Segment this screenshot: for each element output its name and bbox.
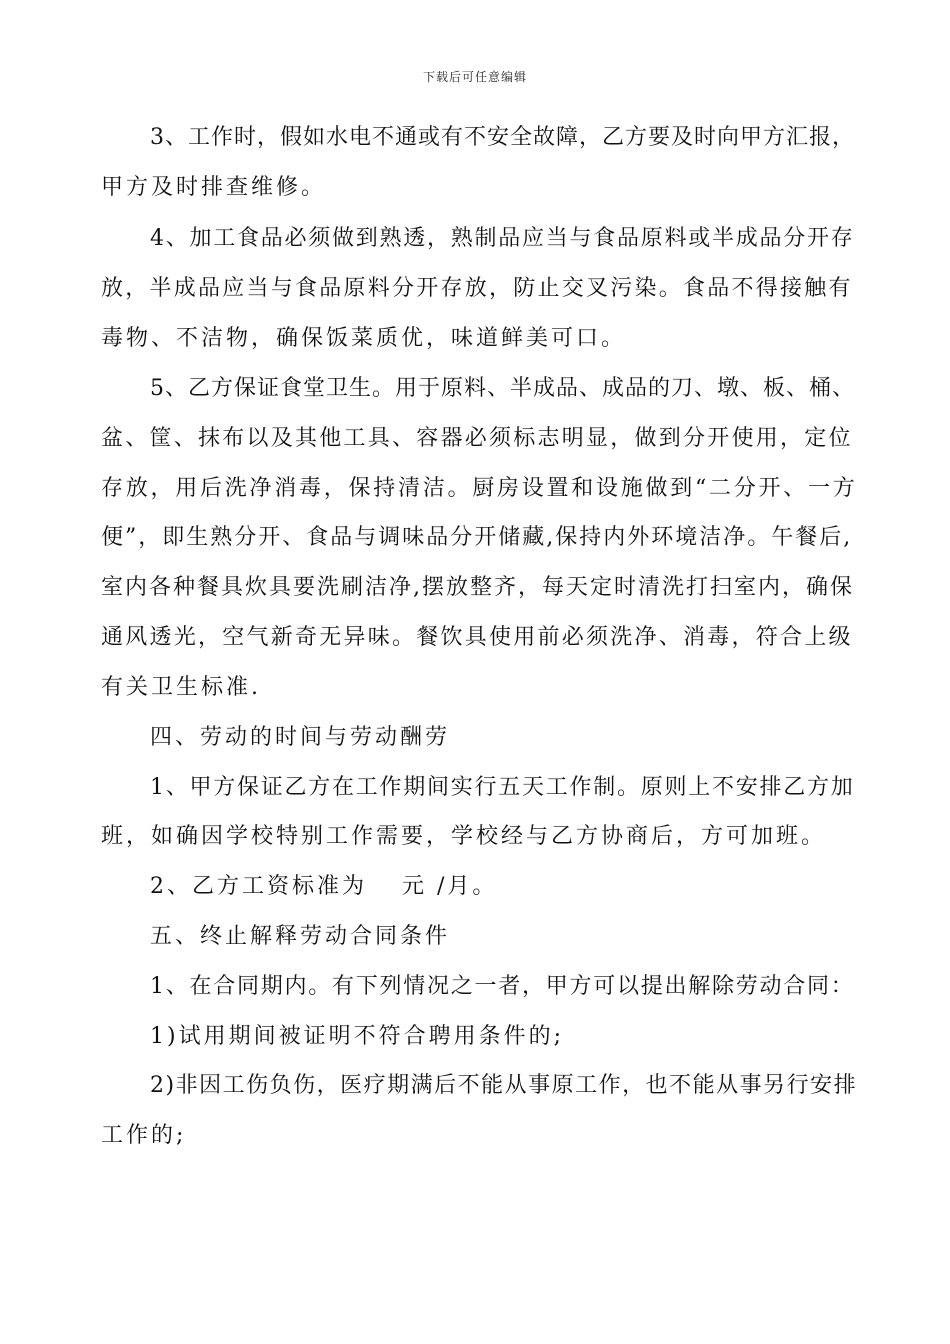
paragraph-line: 2、乙方工资标准为 元 /月。	[150, 874, 498, 899]
paragraph-line: 盆、筐、抹布以及其他工具、容器必须标志明显，做到分开使用，定位	[101, 426, 853, 451]
paragraph-line: 通风透光，空气新奇无异味。餐饮具使用前必须洗净、消毒，符合上级	[101, 625, 853, 650]
paragraph-line: 1、甲方保证乙方在工作期间实行五天工作制。原则上不安排乙方加	[150, 775, 855, 800]
section-heading: 五、终止解释劳动合同条件	[150, 924, 451, 949]
section-heading: 四、劳动的时间与劳动酬劳	[150, 725, 451, 750]
paragraph-line: 3、工作时，假如水电不通或有不安全故障，乙方要及时向甲方汇报，	[150, 125, 855, 150]
paragraph-line: 班，如确因学校特别工作需要，学校经与乙方协商后，方可加班。	[101, 824, 827, 849]
paragraph-line: 工作的;	[101, 1123, 187, 1148]
paragraph-line: 1、在合同期内。有下列情况之一者，甲方可以提出解除劳动合同：	[150, 974, 855, 999]
page-header: 下载后可任意编辑	[422, 70, 527, 84]
paragraph-line: 存放，用后洗净消毒，保持清洁。厨房设置和设施做到“二分开、一方	[101, 476, 858, 501]
paragraph-line: 室内各种餐具炊具要洗刷洁净,摆放整齐，每天定时清洗打扫室内，确保	[101, 575, 854, 600]
paragraph-line: 放，半成品应当与食品原料分开存放，防止交叉污染。食品不得接触有	[101, 276, 853, 301]
paragraph-line: 2)非因工伤负伤，医疗期满后不能从事原工作，也不能从事另行安排	[150, 1073, 858, 1098]
paragraph-line: 5、乙方保证食堂卫生。用于原料、半成品、成品的刀、墩、板、桶、	[150, 376, 855, 401]
paragraph-line: 甲方及时排查维修。	[101, 175, 327, 200]
paragraph-line: 毒物、不洁物，确保饭菜质优，味道鲜美可口。	[101, 326, 627, 351]
paragraph-line: 4、加工食品必须做到熟透，熟制品应当与食品原料或半成品分开存	[150, 226, 855, 251]
paragraph-line: 1)试用期间被证明不符合聘用条件的;	[150, 1024, 564, 1049]
paragraph-line: 便”，即生熟分开、食品与调味品分开储藏,保持内外环境洁净。午餐后,	[101, 525, 853, 550]
paragraph-line: 有关卫生标准.	[101, 675, 261, 700]
